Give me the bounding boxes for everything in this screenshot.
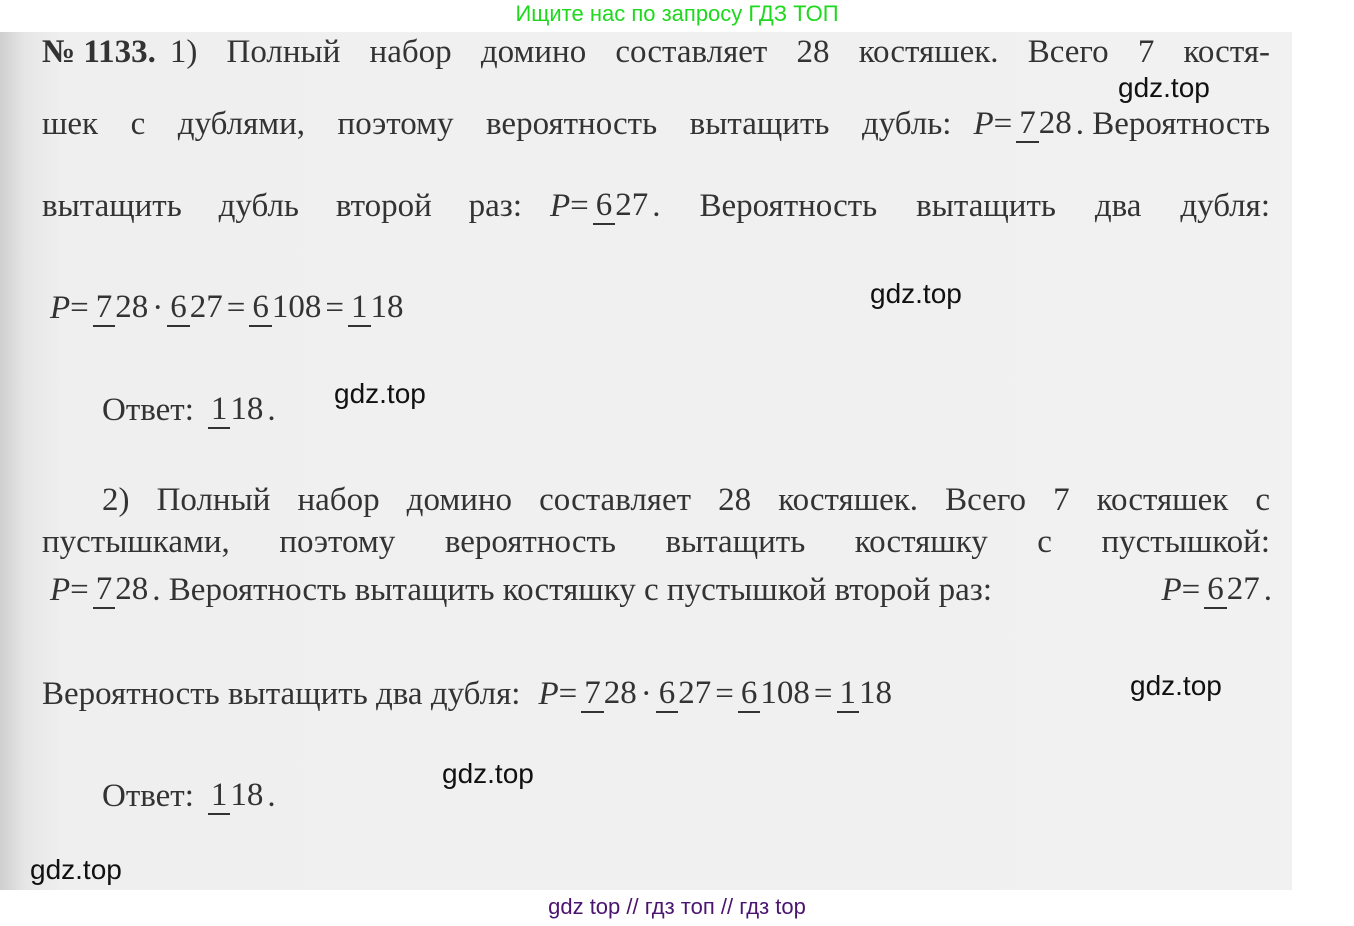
period: .: [267, 778, 276, 814]
p2-line2: [42, 524, 1270, 561]
math-dot: ·: [152, 290, 164, 326]
math-eq: =: [570, 188, 589, 224]
p1-line2: [42, 106, 1270, 143]
watermark: gdz.top: [334, 378, 426, 409]
p2-line1: [102, 482, 1270, 519]
math-p: P: [50, 290, 71, 326]
header-banner[interactable]: Ищите нас по запросу ГДЗ ТОП: [515, 1, 839, 26]
fraction: 118: [208, 778, 264, 815]
fraction: 627: [593, 188, 649, 225]
footer-banner[interactable]: gdz top // гдз топ // гдз top: [548, 894, 806, 919]
p2-answer: [102, 778, 276, 815]
fraction: 728: [93, 290, 149, 327]
math-eq: =: [715, 676, 734, 712]
math-eq: =: [226, 290, 246, 326]
scanned-page: [0, 32, 1292, 890]
math-eq: =: [558, 676, 578, 712]
math-eq: =: [70, 572, 89, 608]
fraction: 627: [1204, 572, 1260, 609]
text: Вероятность вытащить два дубля:: [42, 676, 521, 712]
math-p: P: [538, 676, 559, 712]
watermark: gdz.top: [1130, 670, 1222, 701]
text: пустышками, поэтому вероятность вытащить костяшку с пустышкой:: [42, 524, 1270, 560]
fraction: 6108: [738, 676, 810, 713]
p2-line4: [42, 676, 896, 713]
fraction: 118: [208, 392, 264, 429]
period: .: [267, 392, 276, 428]
fraction: 728: [93, 572, 149, 609]
p1-line1: [42, 34, 1270, 71]
fraction: 118: [837, 676, 893, 713]
p2-line3: [50, 572, 1272, 609]
answer-label: Ответ:: [102, 392, 194, 428]
text: шек с дублями, поэтому вероятность вытащить дубль:: [42, 106, 952, 142]
math-p: P: [1161, 572, 1182, 608]
text: 2) Полный набор домино составляет 28 костяшек. Всего 7 костяшек с: [102, 482, 1270, 518]
watermark: gdz.top: [30, 854, 122, 885]
math-eq: =: [813, 676, 833, 712]
text: 1) Полный набор домино составляет 28 костяшек. Всего 7 костя-: [169, 34, 1270, 70]
fraction: 6108: [249, 290, 321, 327]
math-p: P: [550, 188, 571, 224]
fraction: 728: [1016, 106, 1072, 143]
text: вытащить дубль второй раз:: [42, 188, 522, 224]
watermark: gdz.top: [442, 758, 534, 789]
math-eq: =: [993, 106, 1013, 142]
problem-number: № 1133.: [42, 34, 156, 70]
fraction: 627: [656, 676, 712, 713]
math-dot: ·: [640, 676, 652, 712]
period: .: [1263, 572, 1272, 608]
math-eq: =: [1181, 572, 1201, 608]
fraction: 118: [348, 290, 404, 327]
p1-line3: [42, 188, 1270, 225]
text: . Вероятность: [1075, 106, 1270, 142]
p1-answer: [102, 392, 276, 429]
answer-label: Ответ:: [102, 778, 194, 814]
text: . Вероятность вытащить два дубля:: [652, 188, 1270, 224]
math-p: P: [50, 572, 71, 608]
text: . Вероятность вытащить костяшку с пустышкой второй раз:: [152, 572, 992, 608]
watermark: gdz.top: [1118, 72, 1210, 103]
fraction: 627: [167, 290, 223, 327]
watermark: gdz.top: [870, 278, 962, 309]
math-eq: =: [325, 290, 345, 326]
p1-formula: [50, 290, 408, 327]
math-p: P: [973, 106, 994, 142]
math-eq: =: [70, 290, 89, 326]
fraction: 728: [581, 676, 637, 713]
